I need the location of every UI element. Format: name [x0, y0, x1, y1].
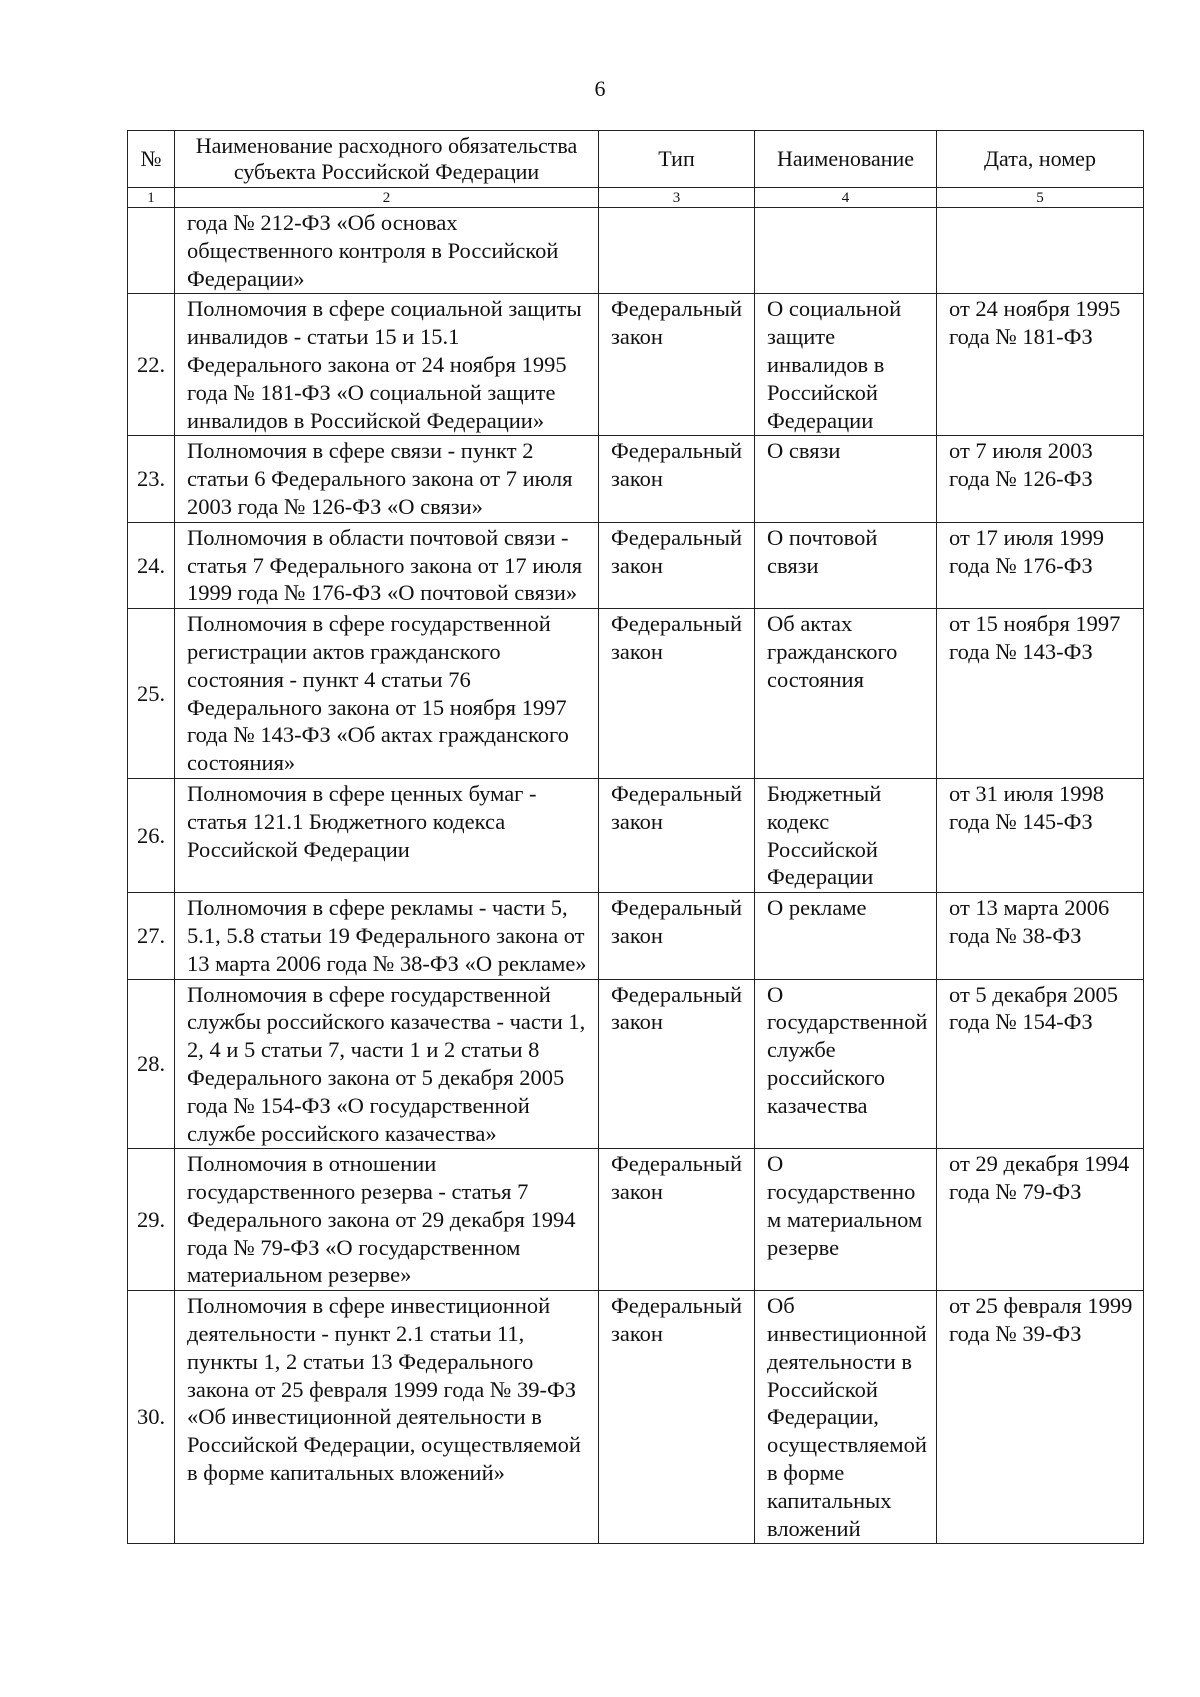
name-cell: О социальной защите инвалидов в Российской Федерации — [755, 294, 937, 436]
column-index: 2 — [175, 188, 599, 208]
type-cell: Федеральный закон — [599, 294, 755, 436]
header-type: Тип — [599, 131, 755, 188]
date-cell: от 25 февраля 1999 года № 39-ФЗ — [937, 1291, 1144, 1544]
obligation-cell: Полномочия в сфере рекламы - части 5, 5.1, 5.8 статьи 19 Федерального закона от 13 марта 2006 года № 38-ФЗ «О рекламе» — [175, 893, 599, 979]
type-cell: Федеральный закон — [599, 1291, 755, 1544]
date-cell: от 17 июля 1999 года № 176-ФЗ — [937, 522, 1144, 608]
name-cell: Об инвестиционной деятельности в Российской Федерации, осуществляемой в форме капитальных вложений — [755, 1291, 937, 1544]
type-cell: Федеральный закон — [599, 979, 755, 1149]
column-index-row — [128, 188, 1144, 208]
name-cell: Бюджетный кодекс Российской Федерации — [755, 778, 937, 892]
date-cell: от 15 ноября 1997 года № 143-ФЗ — [937, 609, 1144, 779]
table-row — [128, 1291, 1144, 1544]
obligation-cell: Полномочия в сфере инвестиционной деятельности - пункт 2.1 статьи 11, пункты 1, 2 статьи 13 Федерального закона от 25 февраля 1999 года № 39-ФЗ «Об инвестиционной деятельности в Российской Федерации, осуществляемой в форме капитальных вложений» — [175, 1291, 599, 1544]
row-number — [128, 208, 175, 294]
row-number: 28. — [128, 979, 175, 1149]
row-number: 30. — [128, 1291, 175, 1544]
table-row — [128, 208, 1144, 294]
name-cell: О государственном материальном резерве — [755, 1149, 937, 1291]
name-cell: О почтовой связи — [755, 522, 937, 608]
date-cell: от 7 июля 2003 года № 126-ФЗ — [937, 436, 1144, 522]
page-number: 6 — [594, 76, 606, 101]
name-cell: О рекламе — [755, 893, 937, 979]
row-number: 23. — [128, 436, 175, 522]
date-cell: от 5 декабря 2005 года № 154-ФЗ — [937, 979, 1144, 1149]
date-cell — [937, 208, 1144, 294]
row-number: 29. — [128, 1149, 175, 1291]
table-row — [128, 294, 1144, 436]
type-cell: Федеральный закон — [599, 609, 755, 779]
column-index: 3 — [599, 188, 755, 208]
obligation-cell: года № 212-ФЗ «Об основах общественного контроля в Российской Федерации» — [175, 208, 599, 294]
name-cell: О связи — [755, 436, 937, 522]
type-cell: Федеральный закон — [599, 522, 755, 608]
type-cell — [599, 208, 755, 294]
table-row — [128, 778, 1144, 892]
obligation-cell: Полномочия в сфере связи - пункт 2 статьи 6 Федерального закона от 7 июля 2003 года № 126-ФЗ «О связи» — [175, 436, 599, 522]
name-cell: Об актах гражданского состояния — [755, 609, 937, 779]
type-cell: Федеральный закон — [599, 436, 755, 522]
table-row — [128, 522, 1144, 608]
header-num: № — [128, 131, 175, 188]
obligation-cell: Полномочия в области почтовой связи - статья 7 Федерального закона от 17 июля 1999 года № 176-ФЗ «О почтовой связи» — [175, 522, 599, 608]
obligation-cell: Полномочия в сфере государственной службы российского казачества - части 1, 2, 4 и 5 статьи 7, части 1 и 2 статьи 8 Федерального закона от 5 декабря 2005 года № 154-ФЗ «О государственной службе российского казачества» — [175, 979, 599, 1149]
obligation-cell: Полномочия в сфере социальной защиты инвалидов - статьи 15 и 15.1 Федерального закона от 24 ноября 1995 года № 181-ФЗ «О социальной защите инвалидов в Российской Федерации» — [175, 294, 599, 436]
header-date: Дата, номер — [937, 131, 1144, 188]
date-cell: от 24 ноября 1995 года № 181-ФЗ — [937, 294, 1144, 436]
type-cell: Федеральный закон — [599, 893, 755, 979]
obligation-cell: Полномочия в сфере государственной регистрации актов гражданского состояния - пункт 4 статьи 76 Федерального закона от 15 ноября 1997 года № 143-ФЗ «Об актах гражданского состояния» — [175, 609, 599, 779]
column-index: 4 — [755, 188, 937, 208]
header-name: Наименование — [755, 131, 937, 188]
column-index: 1 — [128, 188, 175, 208]
table-row — [128, 893, 1144, 979]
header-obligation: Наименование расходного обязательства субъекта Российской Федерации — [175, 131, 599, 188]
name-cell — [755, 208, 937, 294]
row-number: 27. — [128, 893, 175, 979]
obligation-cell: Полномочия в сфере ценных бумаг - статья 121.1 Бюджетного кодекса Российской Федерации — [175, 778, 599, 892]
table-row — [128, 979, 1144, 1149]
column-index: 5 — [937, 188, 1144, 208]
table-row — [128, 436, 1144, 522]
table-header-row — [128, 131, 1144, 188]
date-cell: от 13 марта 2006 года № 38-ФЗ — [937, 893, 1144, 979]
row-number: 26. — [128, 778, 175, 892]
row-number: 22. — [128, 294, 175, 436]
obligation-cell: Полномочия в отношении государственного резерва - статья 7 Федерального закона от 29 декабря 1994 года № 79-ФЗ «О государственном материальном резерве» — [175, 1149, 599, 1291]
date-cell: от 31 июля 1998 года № 145-ФЗ — [937, 778, 1144, 892]
obligations-table — [127, 130, 1144, 1544]
type-cell: Федеральный закон — [599, 778, 755, 892]
table-row — [128, 609, 1144, 779]
name-cell: О государственной службе российского казачества — [755, 979, 937, 1149]
date-cell: от 29 декабря 1994 года № 79-ФЗ — [937, 1149, 1144, 1291]
type-cell: Федеральный закон — [599, 1149, 755, 1291]
table-row — [128, 1149, 1144, 1291]
row-number: 25. — [128, 609, 175, 779]
row-number: 24. — [128, 522, 175, 608]
